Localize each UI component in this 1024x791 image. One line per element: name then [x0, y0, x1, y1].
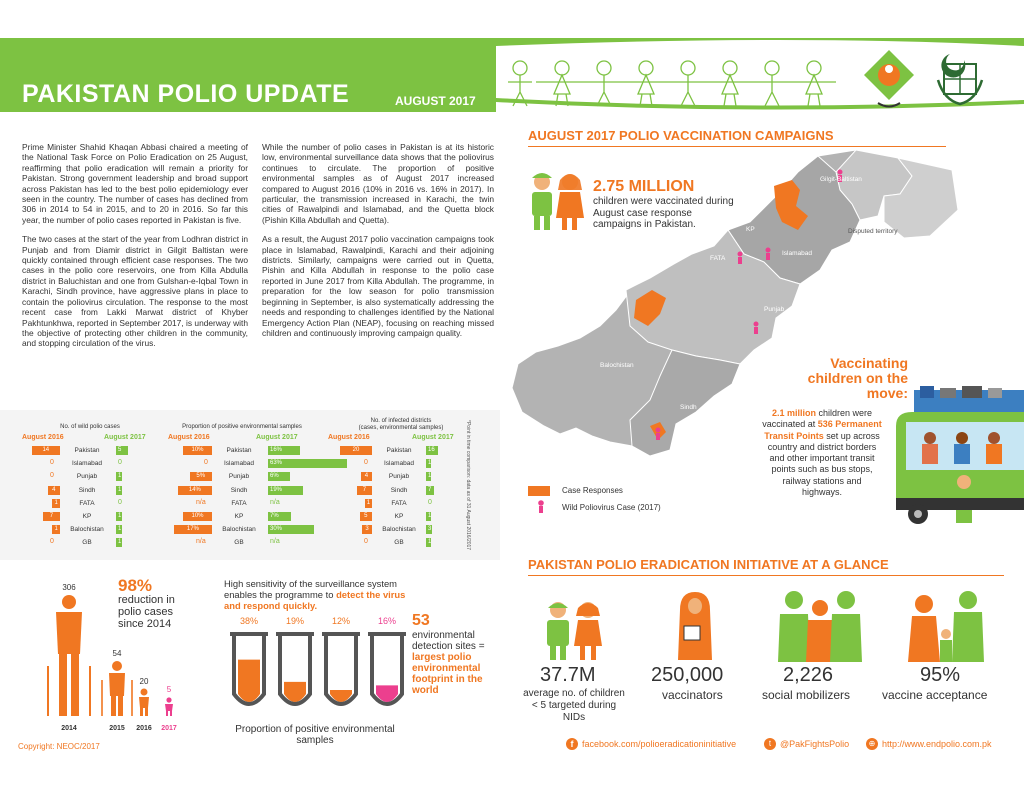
campaigns-title-rule	[528, 146, 946, 147]
map-label-gilgit: Gilgit-Baltistan	[820, 176, 862, 183]
districts-region-label: Balochistan	[382, 526, 416, 534]
wild-region-label: Sindh	[78, 486, 96, 494]
cases-year-2014: 2014	[61, 725, 77, 732]
move-transit-points: 536 Permanent Transit Points	[764, 419, 882, 441]
sensitivity-text-1: High sensitivity of the surveillance system enables the programme to	[224, 578, 397, 600]
glance-acceptance-icon	[906, 586, 984, 664]
move-description	[762, 408, 882, 498]
intro-column-2	[262, 142, 494, 338]
env-2017-bar: 16%	[268, 446, 300, 455]
env-2016-bar: 14%	[178, 486, 212, 495]
move-title: Vaccinating children on the move:	[807, 355, 908, 401]
twitter-icon: t	[764, 738, 776, 750]
env-samples-year-2016: August 2016	[168, 434, 210, 441]
env-2017-bar: 30%	[268, 525, 314, 534]
tube-percent-label: 19%	[285, 616, 305, 626]
time-comparison-note: *Point in time comparison: data as of 31 August 2016/2017	[465, 420, 471, 551]
map-label-kp: KP	[746, 226, 755, 233]
tube-percent-label: 16%	[377, 616, 397, 626]
env-region-label: FATA	[231, 499, 247, 507]
cases-2015-value: 54	[112, 649, 122, 658]
wild-2017-bar: 1	[118, 513, 122, 519]
env-2016-bar: 17%	[174, 525, 212, 534]
glance-children-icon	[540, 598, 608, 662]
glance-children-number: 37.7M	[540, 664, 596, 686]
districts-year-2017: August 2017	[412, 434, 454, 441]
glance-title-rule	[528, 575, 1004, 576]
districts-2017-value: 0	[428, 498, 432, 506]
districts-2016-value: 0	[364, 459, 368, 467]
districts-2016-value: 0	[364, 538, 368, 546]
map-label-disputed: Disputed territory	[848, 228, 898, 235]
wild-2017-value: 0	[118, 498, 122, 506]
wild-2016-bar: 1	[52, 525, 60, 534]
districts-2016-bar: 1	[366, 499, 371, 506]
wild-region-label: Balochistan	[70, 526, 104, 534]
env-2017-bar: 6%	[268, 472, 290, 481]
sensitivity-text-2: detect the virus and respond quickly.	[224, 589, 406, 611]
wild-2017-bar: 5	[116, 446, 128, 455]
env-region-label: GB	[234, 539, 244, 547]
cases-year-2015: 2015	[109, 725, 125, 732]
cases-year-2016: 2016	[136, 725, 152, 732]
env-2017-value: n/a	[270, 498, 280, 506]
wpv-case-karachi	[656, 428, 661, 441]
wild-region-label: Pakistan	[74, 447, 100, 454]
legend-case-label: Case Responses	[562, 486, 623, 495]
tube-percent-label: 38%	[239, 616, 259, 626]
districts-2016-bar: 20	[340, 446, 372, 455]
glance-acceptance-label: vaccine acceptance	[882, 688, 988, 702]
env-region-label: Balochistan	[222, 526, 256, 534]
wild-2016-bar: 1	[52, 499, 60, 508]
detection-sites-text-1: environmental detection sites =	[412, 630, 485, 652]
vaccinated-children-icon	[524, 166, 590, 232]
map-label-punjab: Punjab	[764, 306, 785, 313]
env-2016-value: 0	[204, 459, 208, 467]
web-link[interactable]: http://www.endpolio.com.pk	[882, 739, 992, 749]
government-emblem	[934, 50, 986, 108]
env-2017-bar: 19%	[268, 486, 303, 495]
districts-region-label: KP	[394, 513, 404, 520]
districts-2017-bar: 1	[428, 460, 432, 467]
env-region-label: Islamabad	[224, 460, 254, 468]
page-title: PAKISTAN POLIO UPDATE	[22, 80, 350, 108]
districts-subtitle: (cases, environmental samples)	[358, 425, 444, 431]
districts-2016-bar: 3	[362, 525, 372, 534]
map-label-islamabad: Islamabad	[782, 250, 812, 257]
legend-wpv-icon	[536, 500, 546, 514]
wpv-case-punjab	[754, 322, 759, 335]
glance-acceptance-number: 95%	[920, 664, 961, 686]
map-label-sindh: Sindh	[680, 404, 697, 411]
districts-region-label: Sindh	[390, 486, 408, 494]
env-samples-year-2017: August 2017	[256, 434, 298, 441]
glance-children-label: average no. of children < 5 targeted during NIDs	[523, 688, 625, 723]
districts-region-label: FATA	[391, 499, 407, 507]
districts-2017-bar: 1	[428, 539, 432, 546]
glance-vaccinators-number: 250,000	[651, 664, 724, 686]
wild-2016-value: 0	[50, 459, 54, 467]
env-2016-bar: 10%	[183, 512, 212, 521]
env-region-label: KP	[234, 513, 244, 520]
wild-2016-bar: 4	[48, 486, 60, 495]
map-label-fata: FATA	[710, 255, 726, 262]
reduction-percent: 98%	[118, 576, 153, 595]
wild-2017-bar: 1	[118, 539, 122, 546]
districts-region-label: GB	[394, 539, 404, 547]
env-2016-value: n/a	[196, 498, 206, 506]
glance-title: PAKISTAN POLIO ERADICATION INITIATIVE AT A GLANCE	[528, 557, 889, 572]
env-2016-bar: 5%	[190, 472, 213, 481]
wild-region-label: KP	[82, 513, 92, 520]
twitter-link[interactable]: @PakFightsPolio	[780, 739, 850, 749]
intro-paragraph-2: The two cases at the start of the year from Lodhran district in Punjab and from Diamir district in Gilgit Baltistan were quickly contained through efficient case responses. The two cases in the polio core reservoirs, one from Killa Abdulla district in Baluchistan and one from Gulshan-e-Iqbal Town in Karachi, Sindh province, have aggressive plans in place to contain the poliovirus circulation. The response to the most recent case from Lakki Marwat district of Khyber Pakhtunkhwa, reported in September 2017, is underway with the objective of protecting other children in the community, and stopping circulation of the virus.	[22, 234, 248, 349]
districts-2017-bar: 1	[428, 513, 432, 519]
surveillance-paragraph: While the number of polio cases in Pakistan is at its historic low, environmental surveillance data shows that the poliovirus continues to circulate. The proportion of positive environmental samples as of August 2017 increased compared to August 2016 (10% in 2016 vs. 16% in 2017). In particular, the transmission increased in Karachi, the twin cities of Rawalpindi and Islamabad, and the Quetta block (Pishin Killa Abdullah and Quetta).	[262, 142, 494, 225]
sensitivity-text	[224, 578, 414, 611]
wild-cases-year-2017: August 2017	[104, 434, 146, 441]
sehat-mahafiz-logo	[860, 48, 918, 110]
wpv-case-fata	[738, 252, 743, 265]
env-region-label: Pakistan	[226, 447, 252, 454]
children-chain-illustration	[500, 56, 840, 108]
detection-sites-number: 53	[412, 612, 430, 629]
glance-vaccinators-label: vaccinators	[662, 688, 723, 702]
env-2016-value: n/a	[196, 538, 206, 546]
tube-percent-label: 12%	[331, 616, 351, 626]
wild-2017-bar: 1	[118, 473, 122, 480]
cases-year-2017: 2017	[161, 725, 177, 732]
env-region-label: Punjab	[228, 473, 250, 481]
districts-2017-bar: 3	[428, 526, 432, 533]
districts-2016-bar: 5	[360, 512, 373, 521]
env-samples-title: Proportion of positive environmental samples	[182, 424, 302, 430]
districts-region-label: Pakistan	[386, 447, 412, 454]
wild-cases-year-2016: August 2016	[22, 434, 64, 441]
env-region-label: Sindh	[230, 486, 248, 494]
districts-year-2016: August 2016	[328, 434, 370, 441]
glance-mobilizers-number: 2,226	[783, 664, 834, 686]
intro-column-1	[22, 142, 248, 349]
detection-sites-text	[412, 630, 494, 696]
cases-2014-value: 306	[62, 584, 76, 592]
page-month: AUGUST 2017	[395, 94, 476, 108]
districts-2017-bar: 7	[426, 486, 434, 495]
wild-2016-bar: 7	[43, 512, 60, 521]
comparison-tables	[0, 410, 500, 560]
wpv-case-kp	[766, 248, 771, 261]
campaign-paragraph: As a result, the August 2017 polio vaccination campaigns took place in Islamabad, Rawalpindi, Karachi and their adjoining districts. Similarly, campaigns were carried out in Quetta, Pishin and Killa Abdullah in response to the polio case reported in June 2017 from Killa Abdullah. The programme, in preparation for the low season for polio transmission beginning in September, is also systematically addressing the needs and responding to challenges identified by the National Emergency Action Plan (NEAP), focusing on reaching missed children and continuously improving campaign quality.	[262, 234, 494, 338]
env-2017-value: n/a	[270, 538, 280, 546]
env-2017-bar: 7%	[268, 512, 291, 521]
glance-vaccinator-icon	[672, 590, 718, 662]
wild-region-label: Punjab	[76, 473, 98, 481]
wild-2016-bar: 14	[32, 446, 60, 455]
cases-2017-value: 5	[166, 685, 172, 694]
districts-title: No. of infected districts	[370, 418, 432, 424]
move-text-1: children were vaccinated at	[762, 408, 873, 430]
wild-region-label: Islamabad	[72, 460, 102, 468]
env-2017-bar: 63%	[268, 459, 347, 468]
facebook-icon: f	[566, 738, 578, 750]
legend-case-swatch	[528, 486, 550, 496]
detection-sites-text-2: largest polio environmental footprint in the world	[412, 652, 483, 696]
tubes-caption: Proportion of positive environmental samples	[235, 724, 395, 746]
glance-mobilizers-label: social mobilizers	[762, 688, 851, 702]
districts-2016-bar: 4	[361, 472, 372, 481]
env-samples-tubes-chart	[222, 612, 408, 724]
glance-social-mobilizers-icon	[772, 586, 866, 664]
web-icon: ⊕	[866, 738, 878, 750]
env-2016-bar: 10%	[183, 446, 212, 455]
map-label-balochistan: Balochistan	[600, 362, 634, 369]
reduction-description: reduction in polio cases since 2014	[118, 594, 175, 630]
move-text-2: set up across country and district borders and other important transit points such as bus stops, railway stations and highways.	[767, 430, 880, 498]
wild-2016-value: 0	[50, 472, 54, 480]
tube-fill	[238, 660, 260, 702]
wild-region-label: GB	[82, 539, 92, 547]
facebook-link[interactable]: facebook.com/polioeradicationinitiative	[582, 739, 737, 749]
bus-illustration	[890, 386, 1024, 536]
legend-wpv-label: Wild Poliovirus Case (2017)	[562, 503, 661, 512]
districts-region-label: Islamabad	[384, 460, 414, 468]
campaign-big-number: 2.75 MILLION	[593, 178, 695, 195]
districts-region-label: Punjab	[388, 473, 410, 481]
districts-2016-bar: 7	[357, 486, 372, 495]
cases-2016-value: 20	[139, 677, 149, 686]
move-children-count: 2.1 million	[771, 408, 816, 418]
districts-2017-bar: 1	[428, 473, 432, 480]
wild-2017-bar: 1	[118, 526, 122, 533]
campaign-description: children were vaccinated during August case response campaigns in Pakistan.	[593, 196, 734, 230]
intro-paragraph-1: Prime Minister Shahid Khaqan Abbasi chaired a meeting of the National Task Force on Polio Eradication on 25 August, reaffirming that polio eradication will remain a priority for Pakistan. Strong government leadership and broad support across Pakistan has led to the best polio epidemiology ever seen in the country. The number of cases has declined from 306 in 2014 to 54 in 2015, and to 20 in 2016. So far this year, the number of polio cases reported in Pakistan is five.	[22, 142, 248, 225]
wild-2017-bar: 1	[118, 486, 122, 493]
wild-region-label: FATA	[79, 499, 95, 507]
copyright: Copyright: NEOC/2017	[18, 742, 100, 751]
campaigns-title: AUGUST 2017 POLIO VACCINATION CAMPAIGNS	[528, 128, 834, 143]
wild-cases-title: No. of wild polio cases	[60, 424, 120, 430]
wild-2017-value: 0	[118, 459, 122, 467]
districts-2017-bar: 16	[426, 446, 438, 455]
wild-2016-value: 0	[50, 538, 54, 546]
